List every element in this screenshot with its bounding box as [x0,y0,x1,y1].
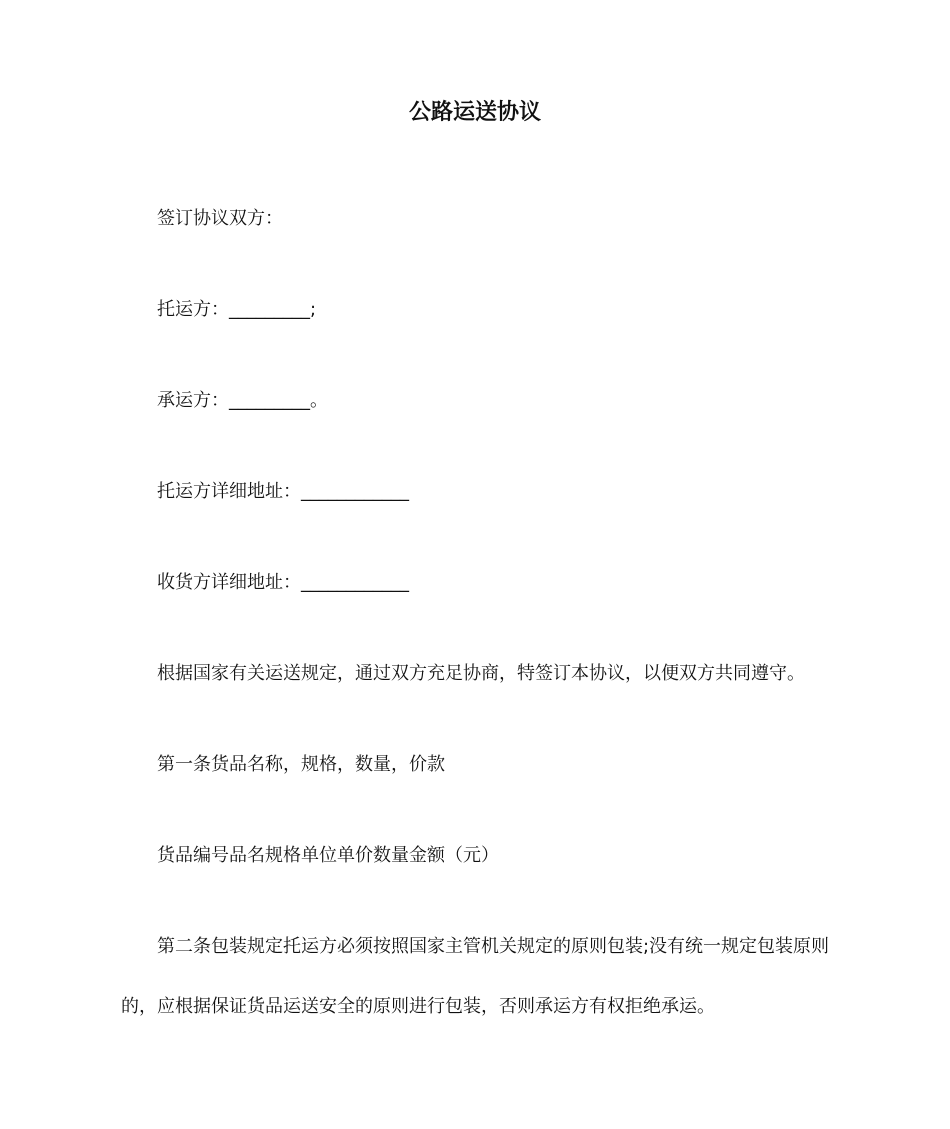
document-title: 公路运送协议 [408,100,541,125]
article-1-heading: 第一条货品名称，规格，数量，价款 [157,754,445,775]
parties-heading: 签订协议双方： [157,208,283,229]
article-2-paragraph: 第二条包装规定托运方必须按照国家主管机关规定的原则包装;没有统一规定包装原则的，应根据保证货品运送安全的原则进行包装，否则承运方有权拒绝承运。 [121,936,830,1017]
consignee-address-line: 收货方详细地址：____________ [157,572,409,593]
preamble-paragraph: 根据国家有关运送规定，通过双方充足协商，特签订本协议，以便双方共同遵守。 [157,663,805,684]
goods-table-header-line: 货品编号品名规格单位单价数量金额（元） [157,845,499,866]
shipper-address-line: 托运方详细地址：____________ [157,481,409,502]
shipper-line: 托运方：_________; [157,299,317,320]
carrier-line: 承运方：_________。 [157,390,328,411]
